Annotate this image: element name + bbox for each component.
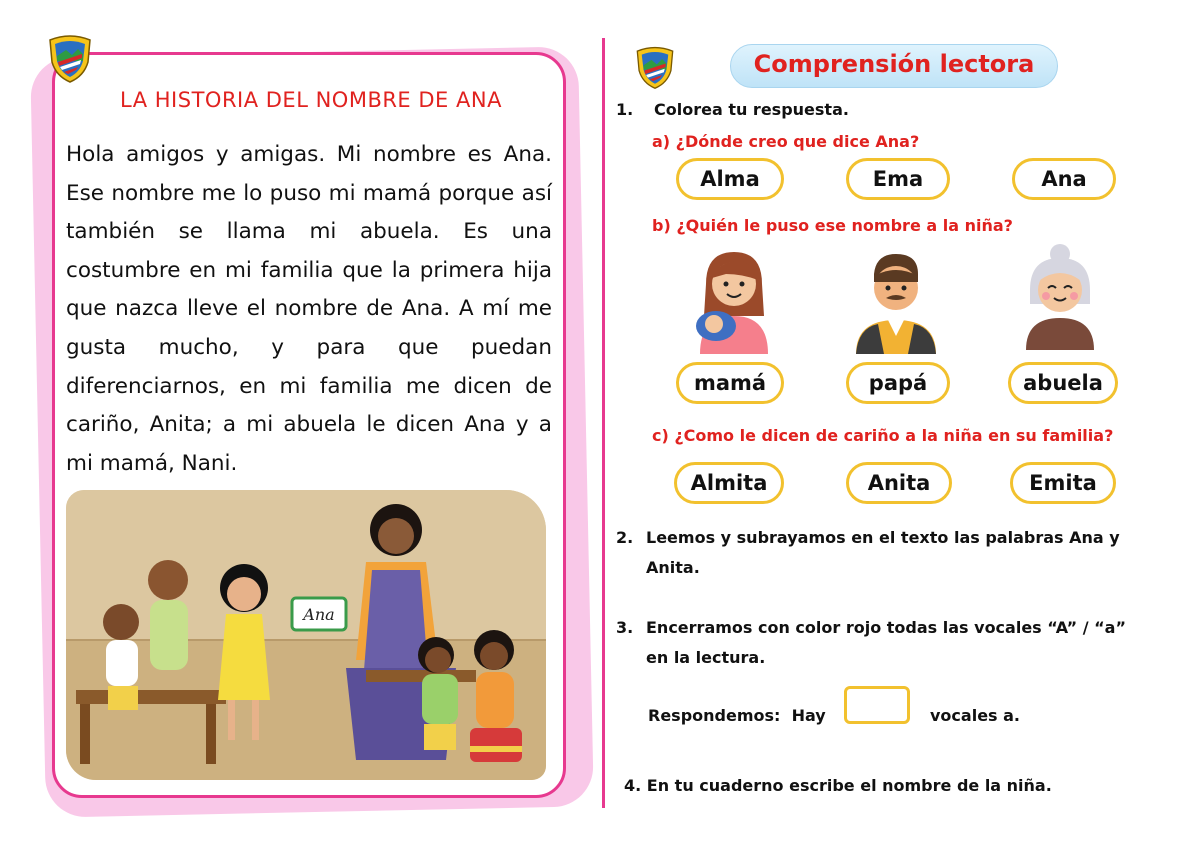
q3-number: 3. <box>616 618 634 637</box>
school-crest-icon <box>632 44 678 90</box>
option-abuela[interactable]: abuela <box>1008 362 1118 404</box>
answer-box[interactable] <box>844 686 910 724</box>
story-paragraph: Hola amigos y amigas. Mi nombre es Ana. Ese nombre me lo puso mi mamá porque así también se llama mi abuela. Es una costumbre en mi familia que la primera hija que nazca lleve el nombre de Ana. A mí me gusta mucho, y para que puedan diferenciarnos, en mi familia me dicen de cariño, Anita; a mi abuela le dicen Ana y a mi mamá, Nani. <box>66 142 552 476</box>
option-mama[interactable]: mamá <box>676 362 784 404</box>
q1-number: 1. <box>616 100 634 119</box>
q2-line1: Leemos y subrayamos en el texto las palabras Ana y <box>646 528 1120 547</box>
option-alma[interactable]: Alma <box>676 158 784 200</box>
q2-line2: Anita. <box>646 558 700 577</box>
sign-text: Ana <box>303 605 335 624</box>
mother-icon <box>686 244 782 354</box>
school-crest-icon <box>44 32 96 84</box>
respond-prefix: Respondemos: Hay <box>648 706 826 725</box>
option-ana[interactable]: Ana <box>1012 158 1116 200</box>
q1a-label: a) ¿Dónde creo que dice Ana? <box>652 132 920 151</box>
father-icon <box>848 244 944 354</box>
q3-line2: en la lectura. <box>646 648 766 667</box>
option-emita[interactable]: Emita <box>1010 462 1116 504</box>
page-divider <box>602 38 605 808</box>
q1-text: Colorea tu respuesta. <box>654 100 849 119</box>
grandmother-icon <box>1012 240 1108 350</box>
option-ema[interactable]: Ema <box>846 158 950 200</box>
q4-text: 4. En tu cuaderno escribe el nombre de la niña. <box>624 776 1052 795</box>
q1c-label: c) ¿Como le dicen de cariño a la niña en su familia? <box>652 426 1114 445</box>
respond-suffix: vocales a. <box>930 706 1021 725</box>
q3-line1: Encerramos con color rojo todas las vocales “A” / “a” <box>646 618 1126 637</box>
story-title: LA HISTORIA DEL NOMBRE DE ANA <box>120 88 502 112</box>
q2-number: 2. <box>616 528 634 547</box>
option-papa[interactable]: papá <box>846 362 950 404</box>
option-anita[interactable]: Anita <box>846 462 952 504</box>
q1b-label: b) ¿Quién le puso ese nombre a la niña? <box>652 216 1013 235</box>
family-illustration <box>66 490 546 780</box>
section-title: Comprensión lectora <box>753 50 1035 78</box>
option-almita[interactable]: Almita <box>674 462 784 504</box>
